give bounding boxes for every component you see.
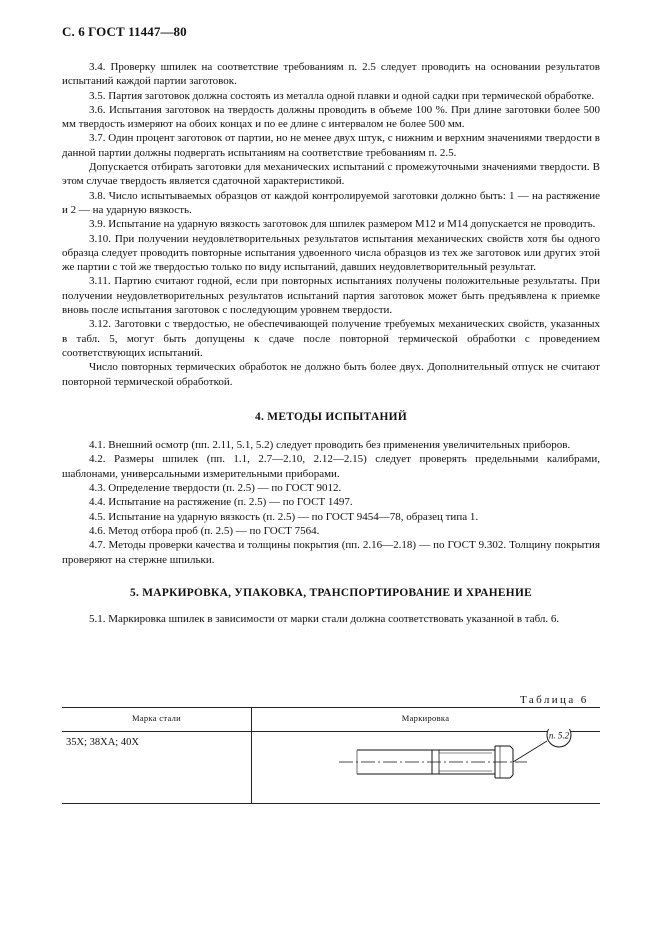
table-bottom-rule: [62, 803, 600, 804]
table-top-rule: [62, 707, 600, 708]
section-3-paragraphs: [62, 60, 600, 389]
section-5-title: 5. МАРКИРОВКА, УПАКОВКА, ТРАНСПОРТИРОВАНИЕ И ХРАНЕНИЕ: [129, 586, 533, 599]
paragraph: 3.7. Один процент заготовок от партии, но не менее двух штук, с нижним и верхним значениями твердости в данной партии должны подвергать испытаниям на соответствие требованиям п. 2.5.: [62, 132, 600, 159]
table-caption: Таблица 6: [520, 694, 589, 706]
paragraph: 3.6. Испытания заготовок на твердость должны проводить в объеме 100 %. При длине заготовки более 500 мм твердость измеряют на обоих концах и по ее длине с интервалом не более 500 мм.: [62, 103, 600, 131]
table-cell-steel-grade: 35Х; 38ХА; 40Х: [66, 737, 139, 748]
page-header: С. 6 ГОСТ 11447—80: [62, 24, 187, 39]
paragraph: 4.2. Размеры шпилек (пп. 1.1, 2.7—2.10, 2.12—2.15) следует проверять предельными калибрами, шаблонами, универсальными измерительными приборами.: [62, 453, 600, 480]
marking-table: [62, 707, 600, 804]
paragraph: 3.4. Проверку шпилек на соответствие требованиям п. 2.5 следует проводить на основании результатов испытаний каждой партии заготовок.: [62, 61, 600, 88]
callout-label: п. 5.2: [548, 730, 570, 741]
paragraph: 5.1. Маркировка шпилек в зависимости от марки стали должна соответствовать указанной в табл. 6.: [89, 613, 560, 626]
table-header-marking: Маркировка: [401, 713, 450, 723]
paragraph: 3.5. Партия заготовок должна состоять из металла одной плавки и одной садки при термической обработке.: [89, 89, 595, 102]
stud-marking-drawing: [317, 729, 617, 801]
section-4-paragraphs: [62, 438, 600, 567]
document-body: [62, 60, 600, 626]
paragraph: 4.4. Испытание на растяжение (п. 2.5) — по ГОСТ 1497.: [89, 496, 353, 509]
paragraph: 4.3. Определение твердости (п. 2.5) — по ГОСТ 9012.: [89, 482, 342, 495]
table-header-steel-grade: Марка стали: [131, 713, 181, 723]
paragraph: 3.9. Испытание на ударную вязкость заготовок для шпилек размером М12 и М14 допускается не проводить.: [89, 218, 596, 231]
paragraph: 3.11. Партию считают годной, если при повторных испытаниях получены положительные результаты. При получении неудовлетворительных результатов испытаний партия заготовок может быть предъявлена к приемке вновь после испытания заготовок с последующим уровнем твердости.: [62, 275, 600, 317]
section-4-title: 4. МЕТОДЫ ИСПЫТАНИЙ: [254, 410, 407, 423]
section-5-paragraphs: [62, 612, 600, 626]
paragraph: Число повторных термических обработок не должно быть более двух. Дополнительный отпуск не считают повторной термической обработкой.: [62, 361, 600, 388]
paragraph: 4.7. Методы проверки качества и толщины покрытия (пп. 2.16—2.18) — по ГОСТ 9.302. Толщину покрытия проверяют на стержне шпильки.: [62, 539, 600, 566]
paragraph: 4.6. Метод отбора проб (п. 2.5) — по ГОСТ 7564.: [89, 524, 320, 537]
paragraph: 3.8. Число испытываемых образцов от каждой контролируемой заготовки должно быть: 1 — на растяжение и 2 — на ударную вязкость.: [62, 189, 600, 216]
leader-line: [513, 741, 547, 762]
paragraph: 4.1. Внешний осмотр (пп. 2.11, 5.1, 5.2) следует проводить без применения увеличительных приборов.: [89, 439, 571, 452]
paragraph: Допускается отбирать заготовки для механических испытаний с промежуточными значениями твердости. В этом случае твердость является сдаточной характеристикой.: [62, 161, 600, 188]
paragraph: 3.12. Заготовки с твердостью, не обеспечивающей получение требуемых механических свойств, указанных в табл. 5, могут быть допущены к сдаче после повторной термической обработки с проведением соответствующих испытаний.: [62, 318, 600, 359]
paragraph: 4.5. Испытание на ударную вязкость (п. 2.5) — по ГОСТ 9454—78, образец типа 1.: [89, 510, 479, 523]
paragraph: 3.10. При получении неудовлетворительных результатов испытания механических свойств хотя бы одного образца следует проводить повторные испытания удвоенного числа образцов из тех же заготовок или других этой же партии с той же твердостью только по виду испытаний, давших неудовлетворительный результат.: [62, 232, 600, 274]
